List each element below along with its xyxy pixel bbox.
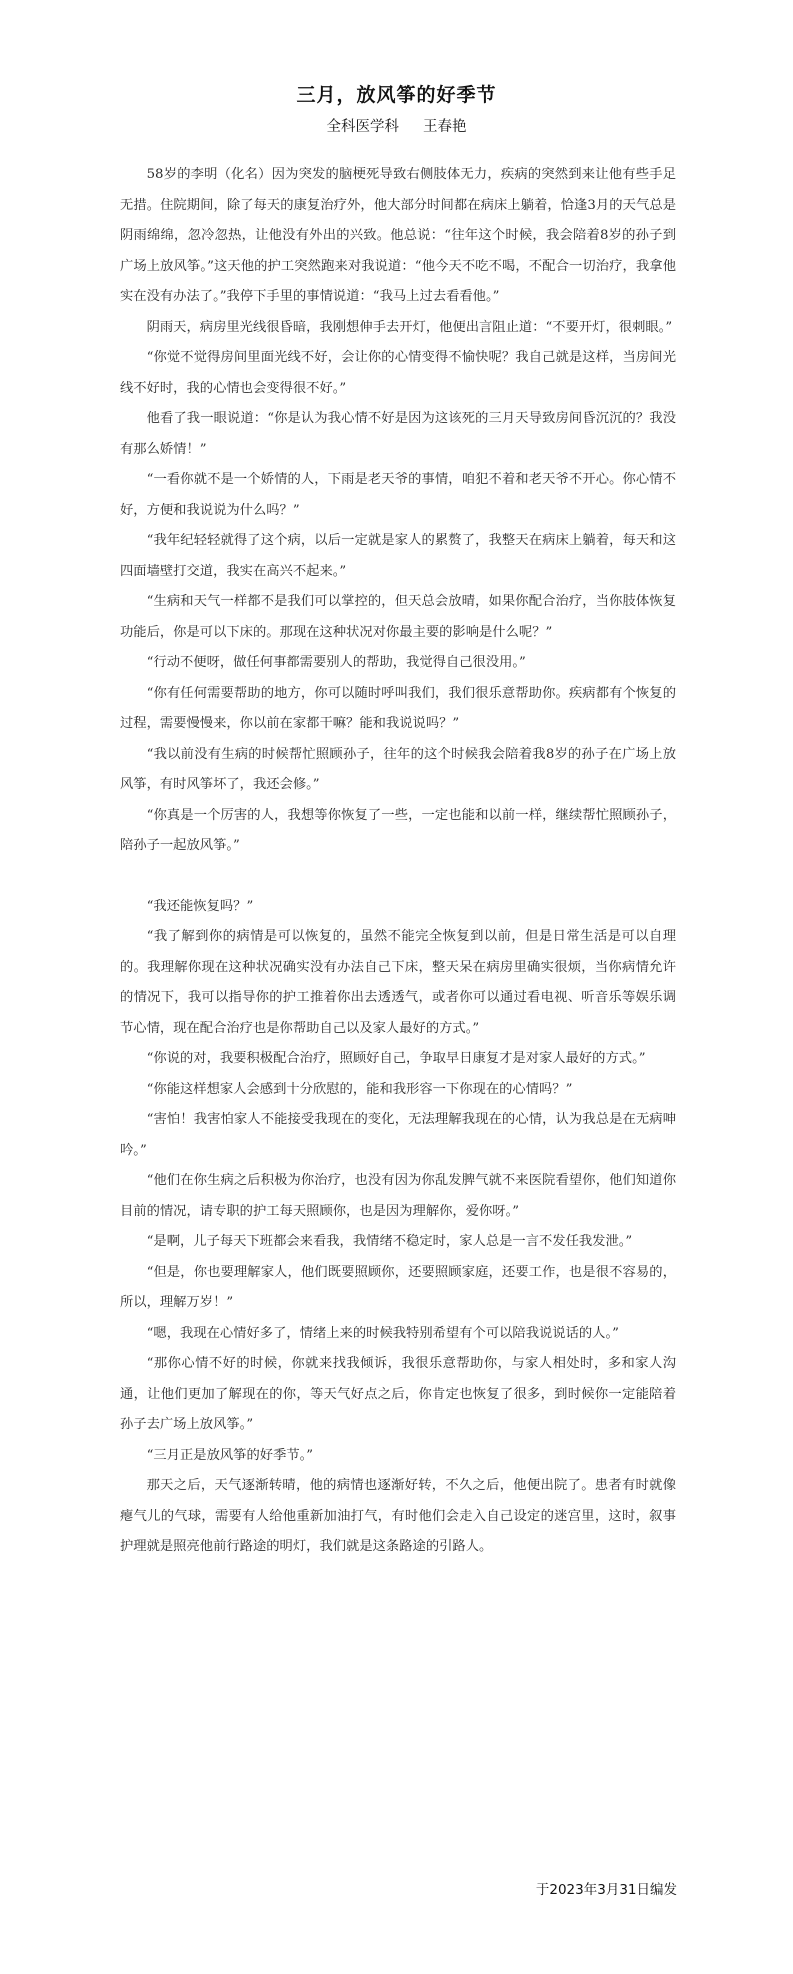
paragraph: “行动不便呀，做任何事都需要别人的帮助，我觉得自己很没用。” — [146, 655, 526, 670]
author-department: 全科医学科 — [326, 119, 399, 135]
paragraph: “生病和天气一样都不是我们可以掌控的，但天总会放晴，如果你配合治疗，当你肢体恢复功能后，你是可以下床的。那现在这种状况对你最主要的影响是什么呢？” — [120, 594, 676, 640]
paragraph: “你有任何需要帮助的地方，你可以随时呼叫我们，我们很乐意帮助你。疾病都有个恢复的过程，需要慢慢来，你以前在家都干嘛？能和我说说吗？” — [120, 685, 676, 731]
paragraph: “那你心情不好的时候，你就来找我倾诉，我很乐意帮助你，与家人相处时，多和家人沟通，让他们更加了解现在的你，等天气好点之后，你肯定也恢复了很多，到时候你一定能陪着孙子去广场上放风筝。” — [120, 1356, 676, 1432]
paragraph: “害怕！我害怕家人不能接受我现在的变化，无法理解我现在的心情，认为我总是在无病呻吟。” — [120, 1112, 676, 1158]
paragraph: “我还能恢复吗？” — [146, 898, 254, 914]
article-body — [120, 160, 676, 1563]
paragraph: “我年纪轻轻就得了这个病，以后一定就是家人的累赘了，我整天在病床上躺着，每天和这四面墙壁打交道，我实在高兴不起来。” — [120, 533, 676, 579]
paragraph: “你真是一个厉害的人，我想等你恢复了一些，一定也能和以前一样，继续帮忙照顾孙子，陪孙子一起放风筝。” — [120, 807, 676, 853]
publish-date: 于2023年3月31日编发 — [535, 1882, 677, 1898]
article-title: 三月，放风筝的好季节 — [296, 84, 497, 106]
author-name: 王春艳 — [423, 119, 467, 135]
paragraph: 那天之后，天气逐渐转晴，他的病情也逐渐好转，不久之后，他便出院了。患者有时就像瘪气儿的气球，需要有人给他重新加油打气，有时他们会走入自己设定的迷宫里，这时，叙事护理就是照亮他前行路途的明灯，我们就是这条路途的引路人。 — [120, 1478, 676, 1554]
paragraph: “你觉不觉得房间里面光线不好，会让你的心情变得不愉快呢？我自己就是这样，当房间光线不好时，我的心情也会变得很不好。” — [120, 350, 676, 396]
paragraph: “嗯，我现在心情好多了，情绪上来的时候我特别希望有个可以陪我说说话的人。” — [146, 1325, 619, 1341]
paragraph: 58岁的李明（化名）因为突发的脑梗死导致右侧肢体无力，疾病的突然到来让他有些手足无措。住院期间，除了每天的康复治疗外，他大部分时间都在病床上躺着，恰逢3月的天气总是阴雨绵绵，忽冷忽热，让他没有外出的兴致。他总说：“往年这个时候，我会陪着8岁的孙子到广场上放风筝。”这天他的护工突然跑来对我说道：“他今天不吃不喝，不配合一切治疗，我拿他实在没有办法了。”我停下手里的事情说道：“我马上过去看看他。” — [120, 167, 676, 304]
paragraph: “我以前没有生病的时候帮忙照顾孙子，往年的这个时候我会陪着我8岁的孙子在广场上放风筝，有时风筝坏了，我还会修。” — [120, 746, 676, 792]
paragraph: “你能这样想家人会感到十分欣慰的，能和我形容一下你现在的心情吗？” — [146, 1081, 573, 1097]
paragraph: “但是，你也要理解家人，他们既要照顾你，还要照顾家庭，还要工作，也是很不容易的，所以，理解万岁！” — [120, 1264, 676, 1310]
paragraph: “三月正是放风筝的好季节。” — [146, 1447, 314, 1463]
paragraph: “一看你就不是一个娇情的人，下雨是老天爷的事情，咱犯不着和老天爷不开心。你心情不好，方便和我说说为什么吗？” — [120, 472, 676, 518]
paragraph: “我了解到你的病情是可以恢复的，虽然不能完全恢复到以前，但是日常生活是可以自理的。我理解你现在这种状况确实没有办法自己下床，整天呆在病房里确实很烦，当你病情允许的情况下，我可以指导你的护工推着你出去透透气，或者你可以通过看电视、听音乐等娱乐调节心情，现在配合治疗也是你帮助自己以及家人最好的方式。” — [120, 929, 676, 1036]
paragraph-gap — [120, 862, 676, 892]
paragraph: “他们在你生病之后积极为你治疗，也没有因为你乱发脾气就不来医院看望你，他们知道你目前的情况，请专职的护工每天照顾你，也是因为理解你，爱你呀。” — [120, 1173, 676, 1219]
paragraph: 他看了我一眼说道：“你是认为我心情不好是因为这该死的三月天导致房间昏沉沉的？我没有那么娇情！” — [120, 411, 676, 457]
author-line — [0, 115, 793, 136]
paragraph: “是啊，儿子每天下班都会来看我，我情绪不稳定时，家人总是一言不发任我发泄。” — [146, 1234, 633, 1249]
paragraph: “你说的对，我要积极配合治疗，照顾好自己，争取早日康复才是对家人最好的方式。” — [146, 1051, 646, 1066]
paragraph: 阴雨天，病房里光线很昏暗，我刚想伸手去开灯，他便出言阻止道：“不要开灯，很刺眼。” — [146, 319, 673, 335]
